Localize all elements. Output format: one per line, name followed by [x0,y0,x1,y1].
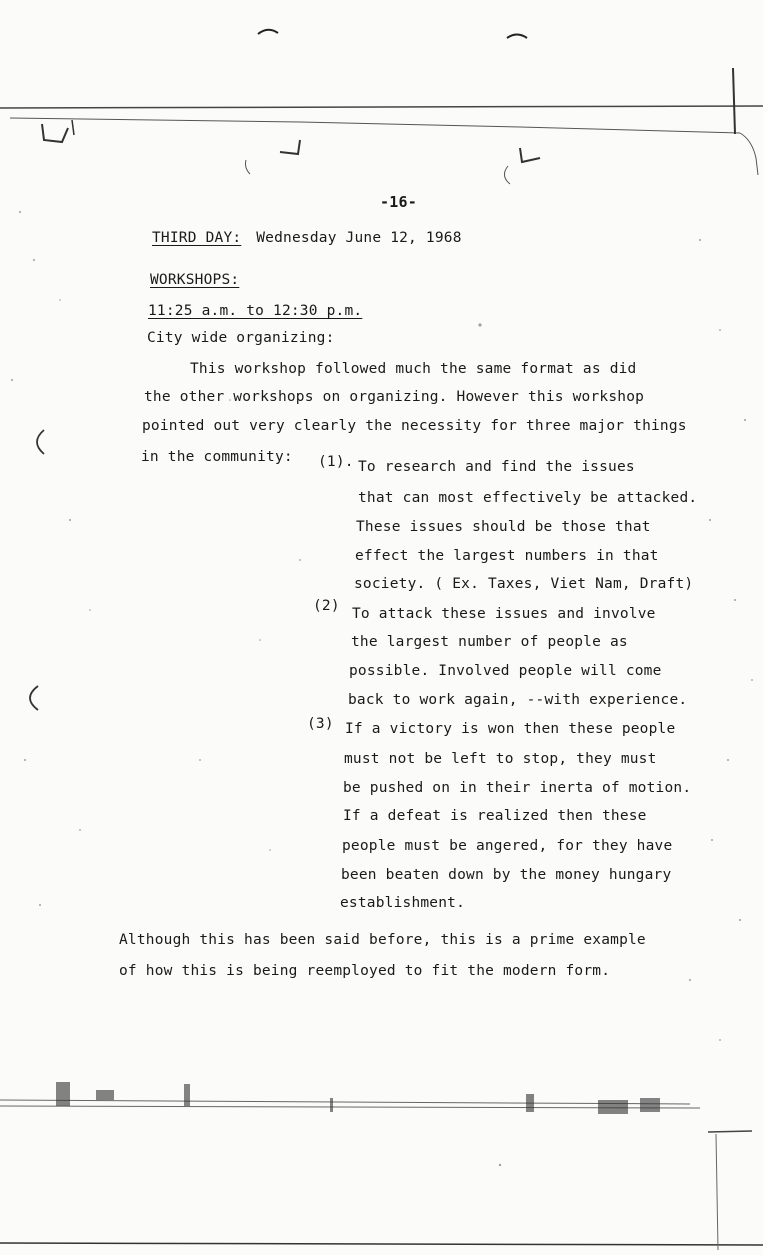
item-marker: (2) [313,598,340,614]
item-line: These issues should be those that [356,519,651,535]
item-line: been beaten down by the money hungary [341,867,672,883]
item-line: back to work again, --with experience. [348,692,688,708]
item-line: the largest number of people as [351,634,628,650]
page-number: -16- [380,193,417,211]
item-line: that can most effectively be attacked. [358,490,698,506]
item-line: must not be left to stop, they must [344,751,657,767]
item-line: possible. Involved people will come [349,663,662,679]
body-line: the other workshops on organizing. However this workshop [144,389,645,405]
closing-line: of how this is being reemployed to fit the modern form. [119,963,611,979]
item-line: people must be angered, for they have [342,838,673,854]
body-line: This workshop followed much the same format as did [190,361,637,377]
item-line: be pushed on in their inerta of motion. [343,780,692,796]
item-line: If a defeat is realized then these [343,808,647,824]
item-line: establishment. [340,895,466,911]
item-line: To research and find the issues [358,459,635,475]
day-date: Wednesday June 12, 1968 [256,230,462,246]
item-line: If a victory is won then these people [345,721,676,737]
body-line: pointed out very clearly the necessity for three major things [142,418,687,434]
workshop-title: City wide organizing: [147,330,335,346]
item-line: To attack these issues and involve [352,606,656,622]
time-range: 11:25 a.m. to 12:30 p.m. [148,303,363,319]
item-marker: (1). [318,454,354,470]
section-label: WORKSHOPS: [150,272,240,288]
day-header [152,230,462,246]
body-line: in the community: [141,449,293,465]
item-marker: (3) [307,716,334,732]
item-line: society. ( Ex. Taxes, Viet Nam, Draft) [354,576,694,592]
closing-line: Although this has been said before, this is a prime example [119,932,646,948]
item-line: effect the largest numbers in that [355,548,659,564]
day-label: THIRD DAY: [152,230,242,246]
